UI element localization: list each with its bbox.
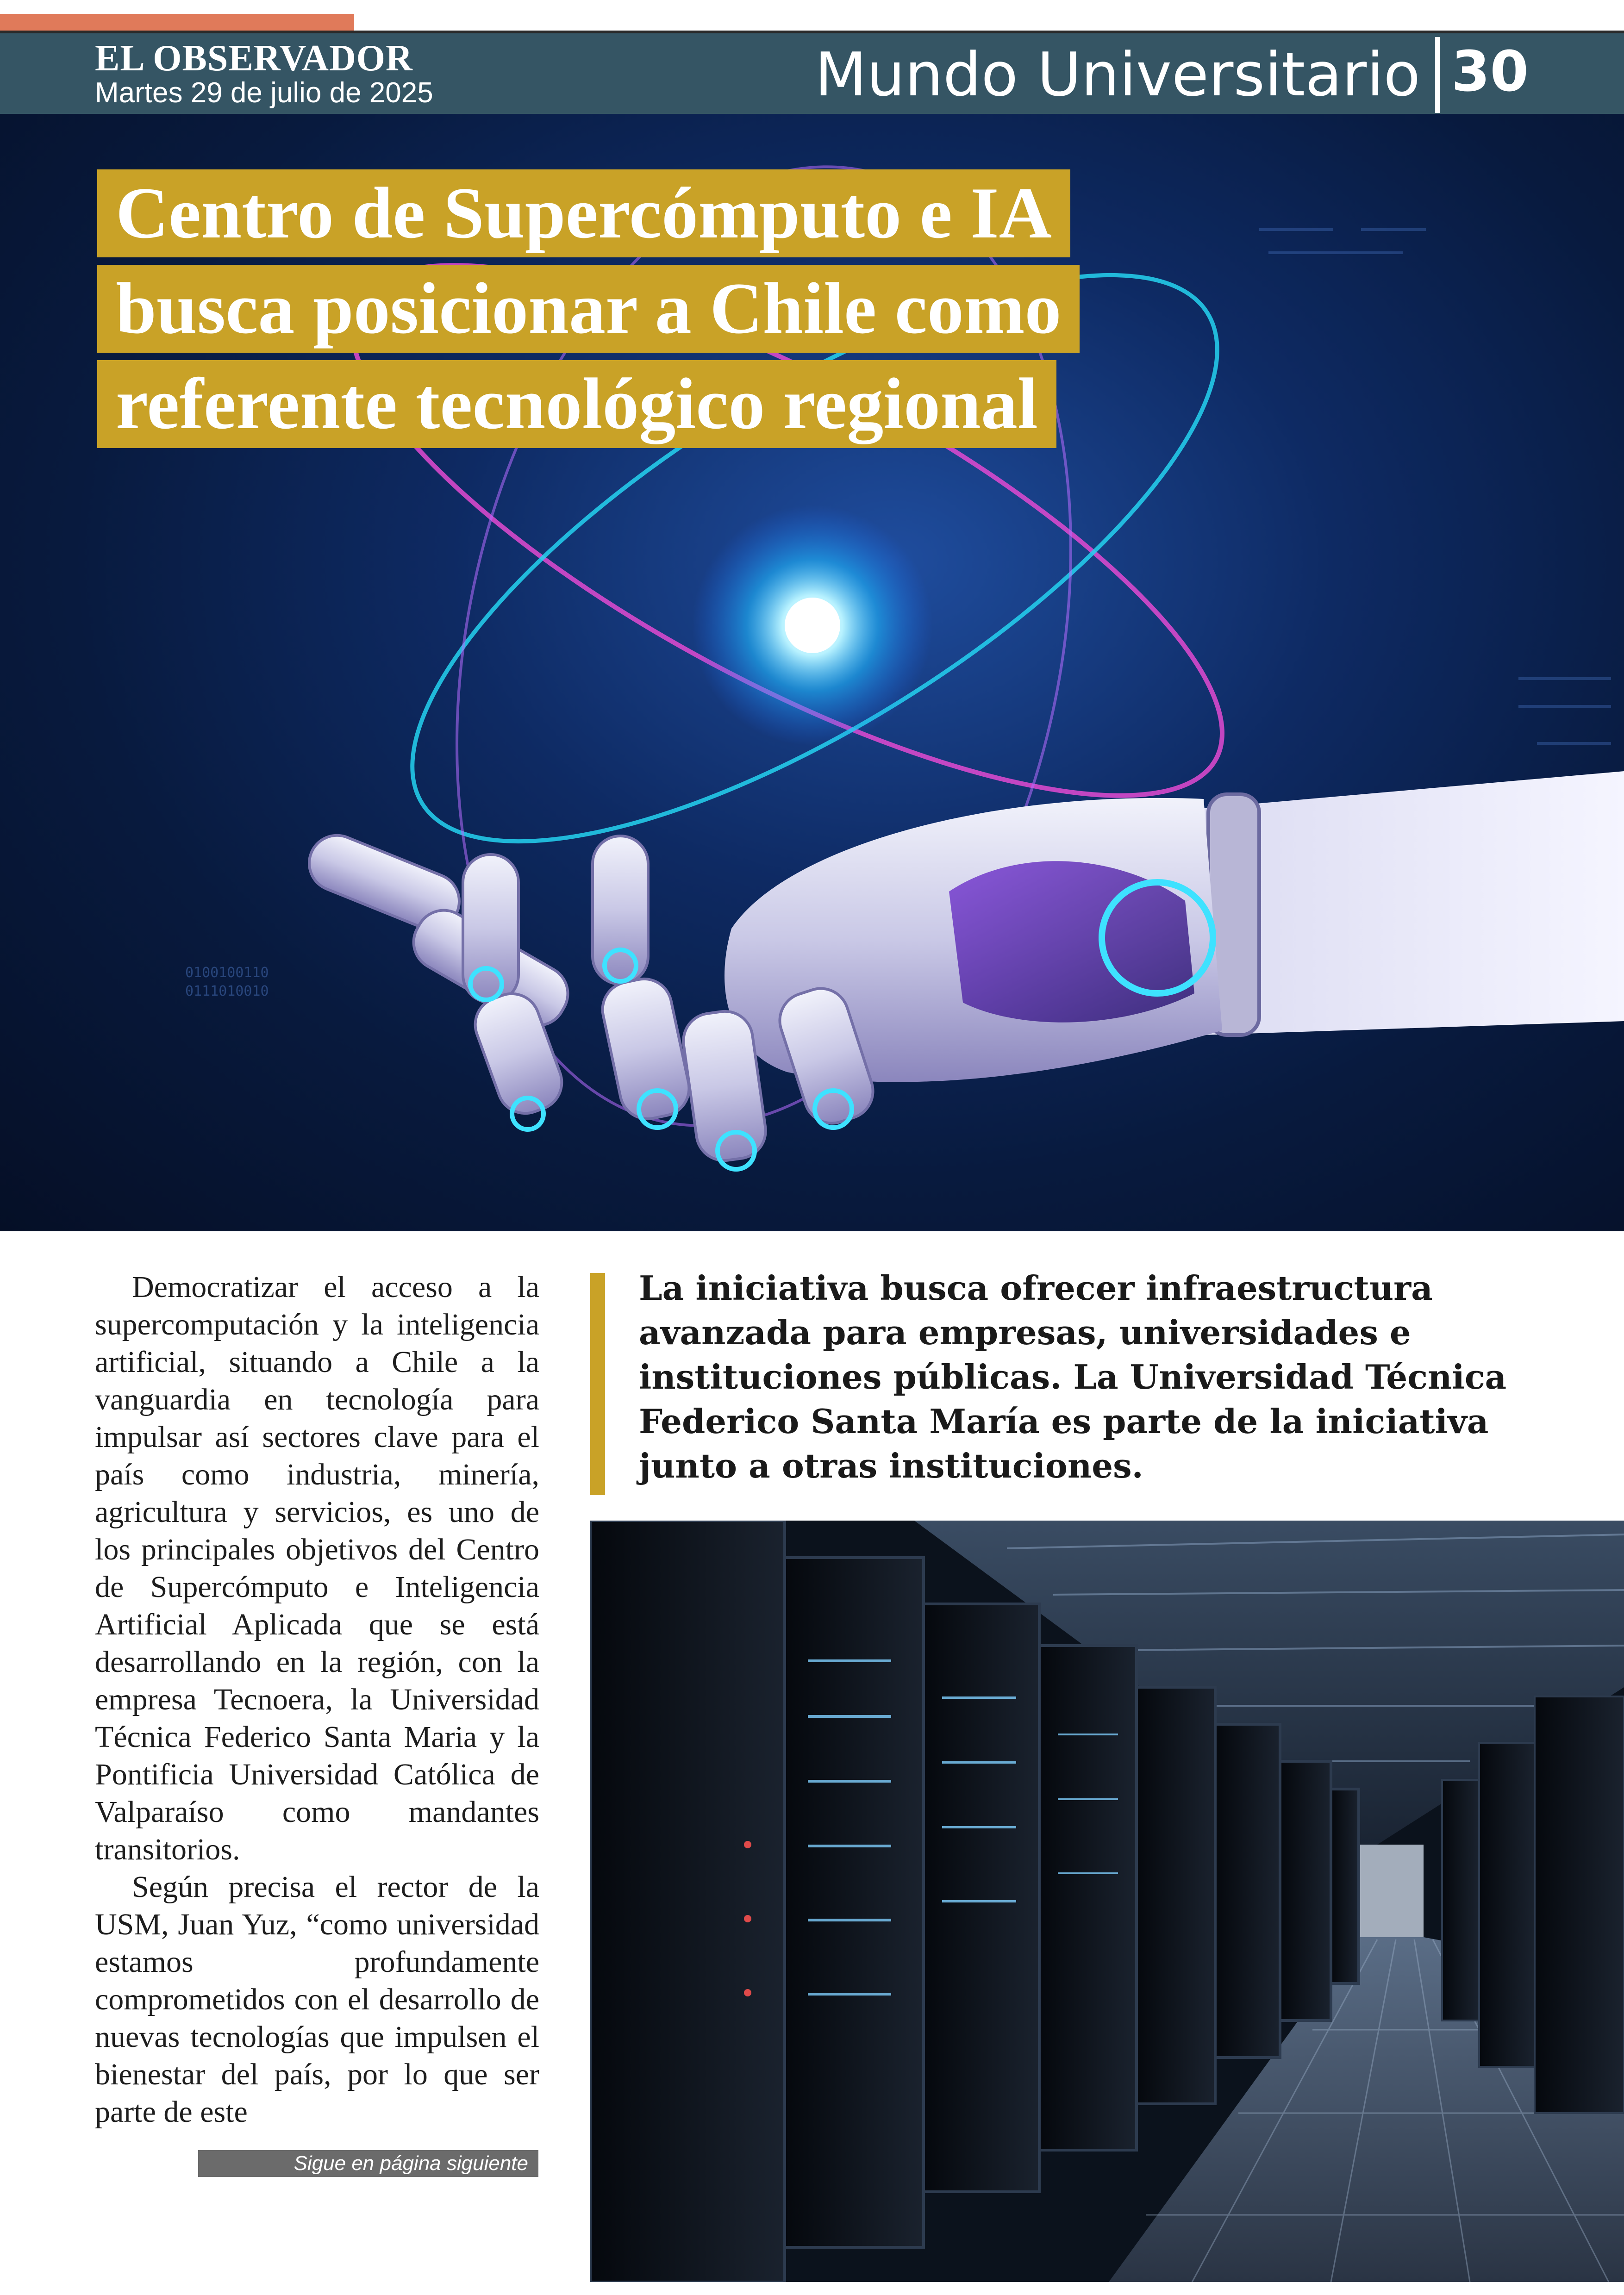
headline-line-1: Centro de Supercómputo e IA bbox=[97, 169, 1070, 257]
header-accent-bar bbox=[0, 14, 354, 31]
lead-accent-bar bbox=[590, 1273, 605, 1495]
newspaper-name: EL OBSERVADOR bbox=[95, 38, 413, 79]
header-divider bbox=[1435, 37, 1440, 113]
issue-date: Martes 29 de julio de 2025 bbox=[95, 77, 433, 109]
server-corridor-image bbox=[590, 1521, 1624, 2282]
headline-line-2: busca posicionar a Chile como bbox=[97, 265, 1080, 353]
article-paragraph: Según precisa el rector de la USM, Juan Yuz, “como universidad estamos profundamente comprometidos con el desarrollo de nuevas tecnologías que impulsen el bienestar del país, por lo que ser parte de este bbox=[95, 1870, 539, 2129]
continue-on-next-page: Sigue en página siguiente bbox=[198, 2150, 538, 2177]
svg-text:0100100110: 0100100110 bbox=[185, 965, 269, 981]
page-number: 30 bbox=[1451, 40, 1529, 104]
headline bbox=[97, 169, 1080, 455]
article-lead: La iniciativa busca ofrecer infraestructura avanzada para empresas, universidades e instituciones públicas. La Universidad Técnica Federico Santa María es parte de la iniciativa junto a otras instituciones. bbox=[639, 1268, 1507, 1485]
hero-image bbox=[0, 114, 1624, 1231]
section-title: Mundo Universitario bbox=[815, 39, 1420, 110]
page-header bbox=[0, 31, 1624, 114]
data-center-photo bbox=[590, 1521, 1624, 2282]
svg-text:0111010010: 0111010010 bbox=[185, 983, 269, 999]
article-paragraph: Democratizar el acceso a la supercomputación y la inteligencia artificial, situando a Chile a la vanguardia en tecnología para impulsar así sectores clave para el país como industria, minería, agricultura y servicios, es uno de los principales objetivos del Centro de Supercómputo e Inteligencia Artificial Aplicada que se está desarrollando en la región, con la empresa Tecnoera, la Universidad Técnica Federico Santa Maria y la Pontificia Universidad Católica de Valparaíso como mandantes transitorios. bbox=[95, 1270, 539, 1866]
headline-line-3: referente tecnológico regional bbox=[97, 360, 1056, 448]
article-body bbox=[95, 1268, 539, 2131]
